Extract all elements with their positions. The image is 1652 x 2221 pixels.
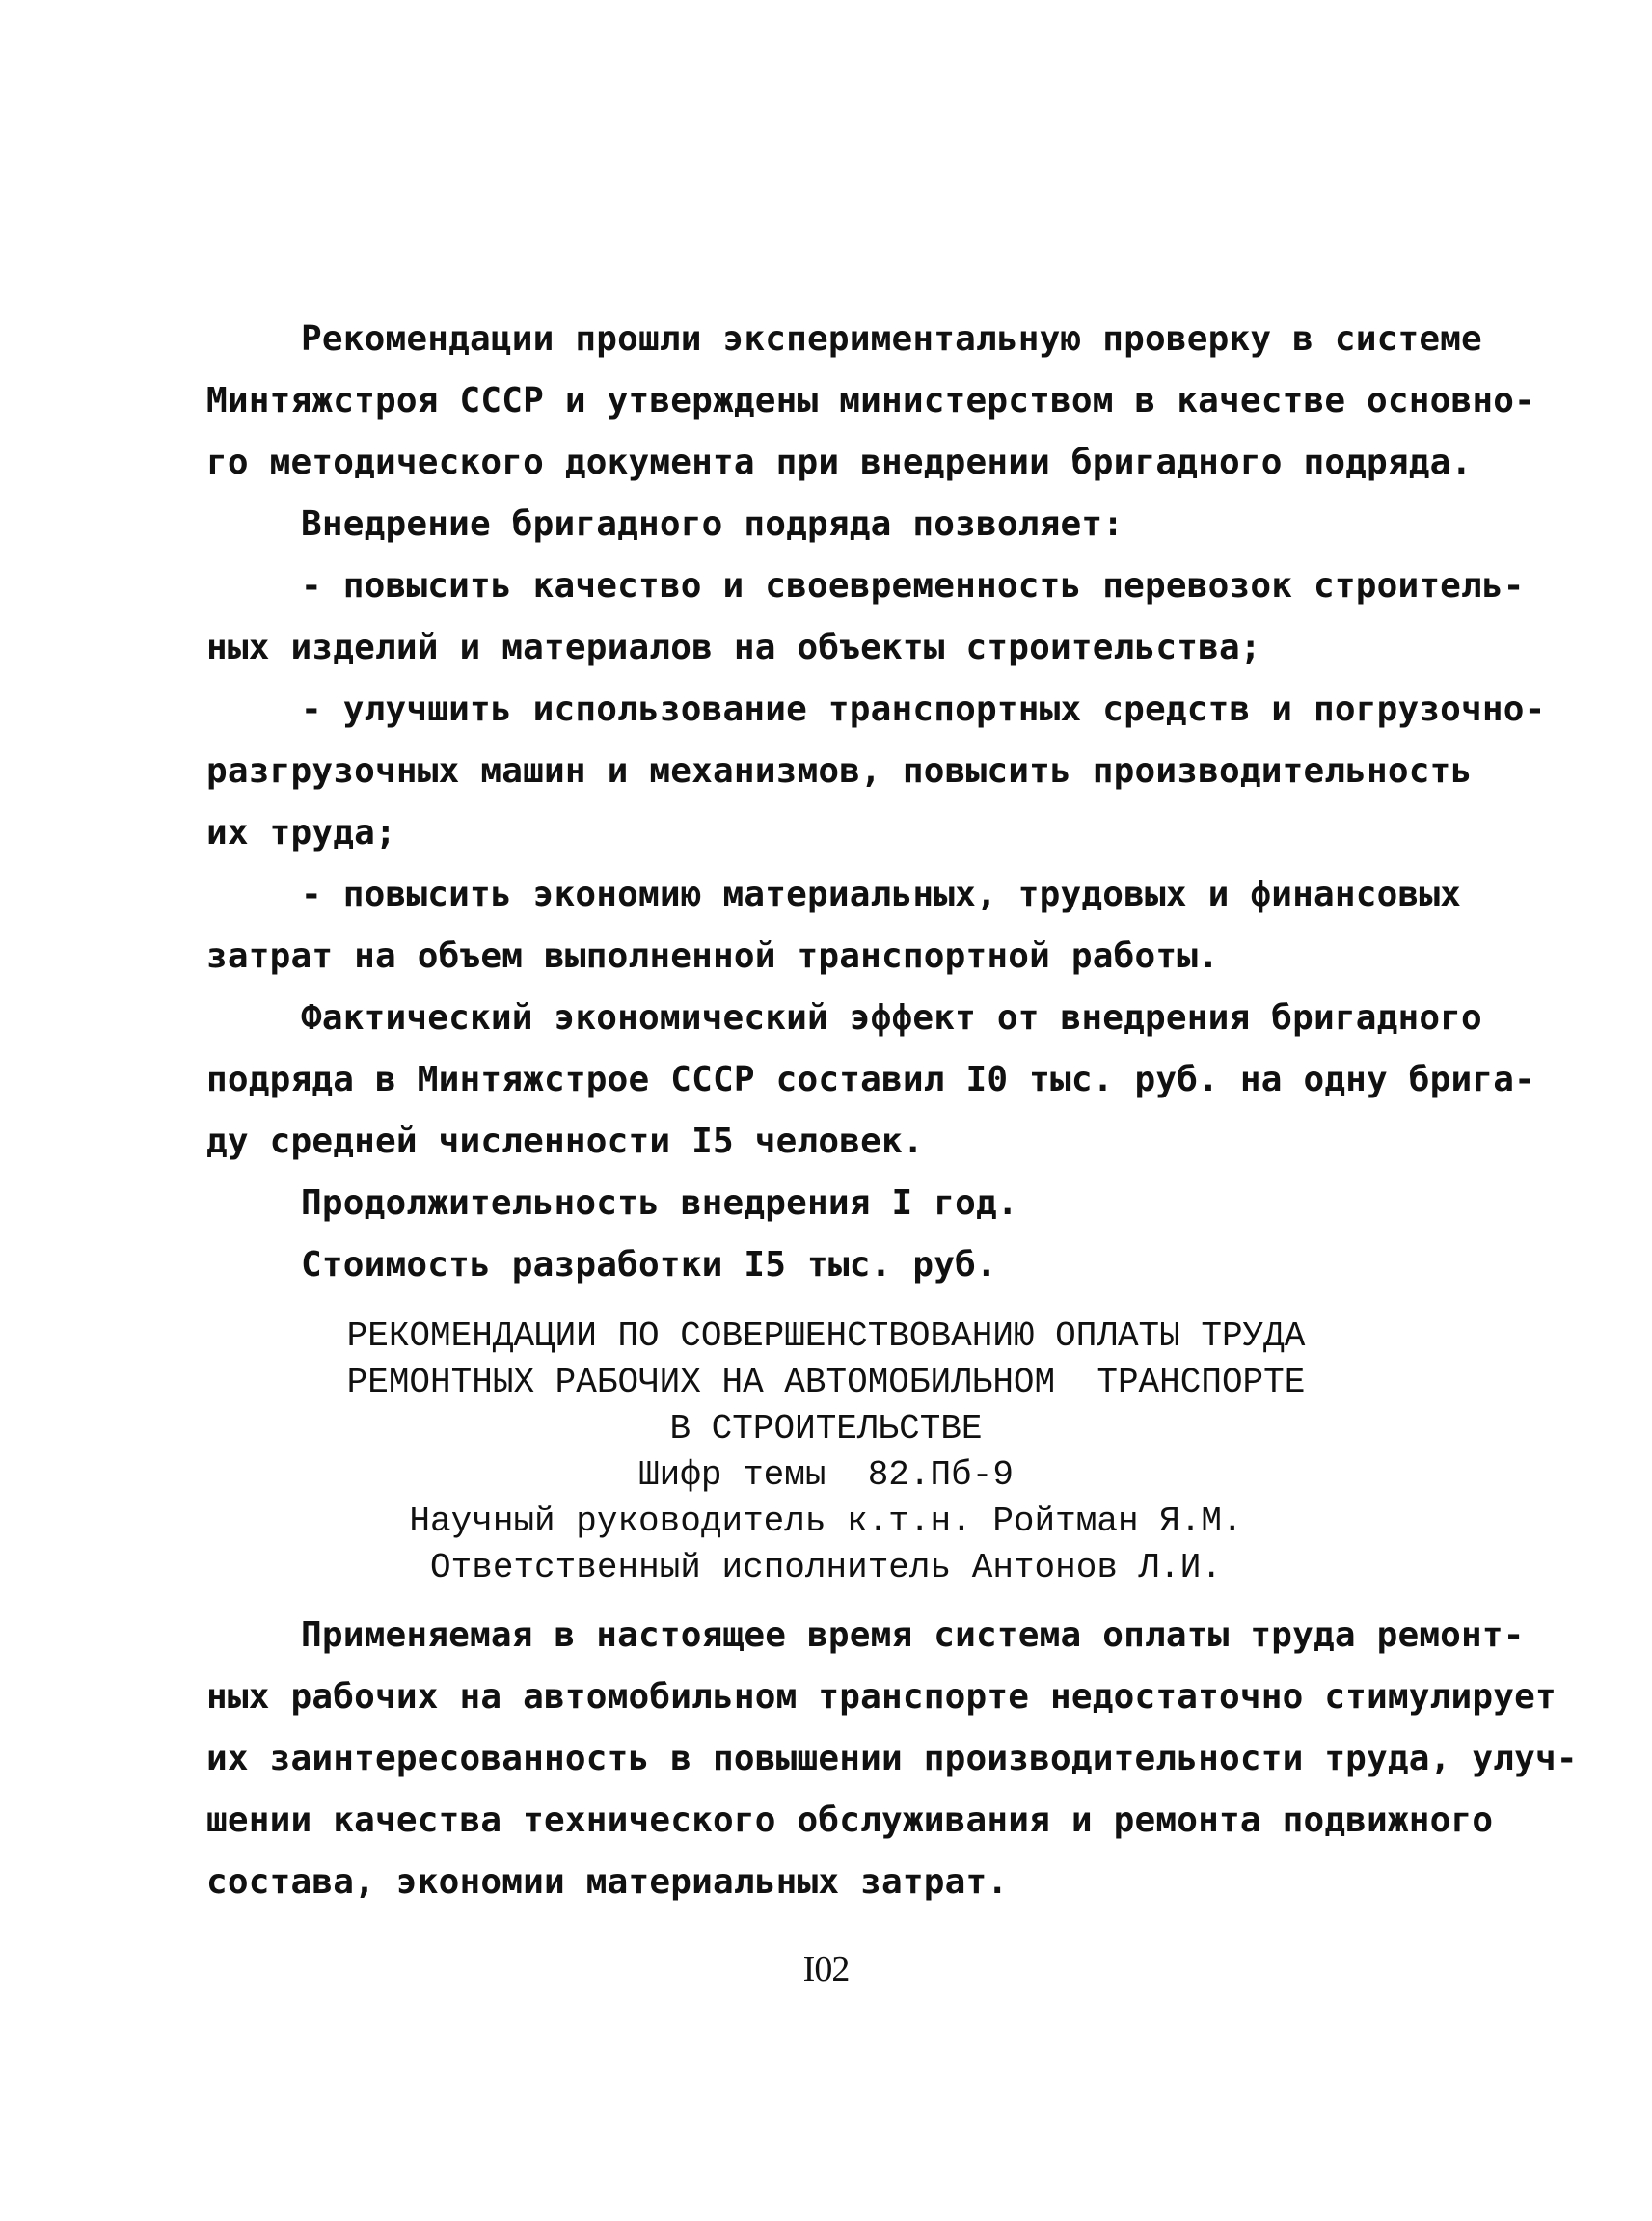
- page-number: I02: [802, 1949, 850, 1990]
- section-supervisor: Научный руководитель к.т.н. Ройтман Я.М.: [409, 1502, 1243, 1541]
- final-paragraph-line-1: Применяемая в настоящее время система оплаты труда ремонт-: [301, 1615, 1525, 1655]
- section-title-line-1: РЕКОМЕНДАЦИИ ПО СОВЕРШЕНСТВОВАНИЮ ОПЛАТЫ ТРУДА: [346, 1316, 1306, 1356]
- paragraph-1-line-1: Рекомендации прошли экспериментальную проверку в системе: [301, 319, 1482, 359]
- paragraph-6-line-3: ду средней численности I5 человек.: [206, 1122, 924, 1161]
- paragraph-8: Стоимость разработки I5 тыс. руб.: [301, 1245, 997, 1285]
- paragraph-3-line-1: - повысить качество и своевременность перевозок строитель-: [301, 566, 1525, 606]
- paragraph-6-line-1: Фактический экономический эффект от внедрения бригадного: [301, 998, 1482, 1038]
- final-paragraph-line-2: ных рабочих на автомобильном транспорте недостаточно стимулирует: [206, 1677, 1557, 1717]
- paragraph-4-line-1: - улучшить использование транспортных средств и погрузочно-: [301, 690, 1546, 729]
- section-title-line-3: В СТРОИТЕЛЬСТВЕ: [669, 1409, 983, 1449]
- paragraph-7: Продолжительность внедрения I год.: [301, 1183, 1018, 1223]
- final-paragraph-line-3: их заинтересованность в повышении производительности труда, улуч-: [206, 1739, 1578, 1778]
- paragraph-5-line-1: - повысить экономию материальных, трудовых и финансовых: [301, 875, 1462, 914]
- paragraph-1-line-2: Минтяжстроя СССР и утверждены министерством в качестве основно-: [206, 381, 1536, 420]
- section-title-line-2: РЕМОНТНЫХ РАБОЧИХ НА АВТОМОБИЛЬНОМ ТРАНСПОРТЕ: [346, 1363, 1306, 1402]
- paragraph-1-line-3: го методического документа при внедрении бригадного подряда.: [206, 443, 1473, 482]
- paragraph-3-line-2: ных изделий и материалов на объекты строительства;: [206, 628, 1261, 667]
- paragraph-6-line-2: подряда в Минтяжстрое СССР составил I0 тыс. руб. на одну брига-: [206, 1060, 1536, 1099]
- paragraph-4-line-2: разгрузочных машин и механизмов, повысить производительность: [206, 751, 1473, 791]
- paragraph-4-line-3: их труда;: [206, 813, 396, 853]
- final-paragraph-line-5: состава, экономии материальных затрат.: [206, 1862, 1009, 1902]
- final-paragraph-line-4: шении качества технического обслуживания и ремонта подвижного: [206, 1801, 1494, 1840]
- section-executor: Ответственный исполнитель Антонов Л.И.: [430, 1548, 1222, 1587]
- section-code: Шифр темы 82.Пб-9: [638, 1455, 1014, 1495]
- paragraph-2: Внедрение бригадного подряда позволяет:: [301, 504, 1124, 544]
- paragraph-5-line-2: затрат на объем выполненной транспортной работы.: [206, 936, 1219, 976]
